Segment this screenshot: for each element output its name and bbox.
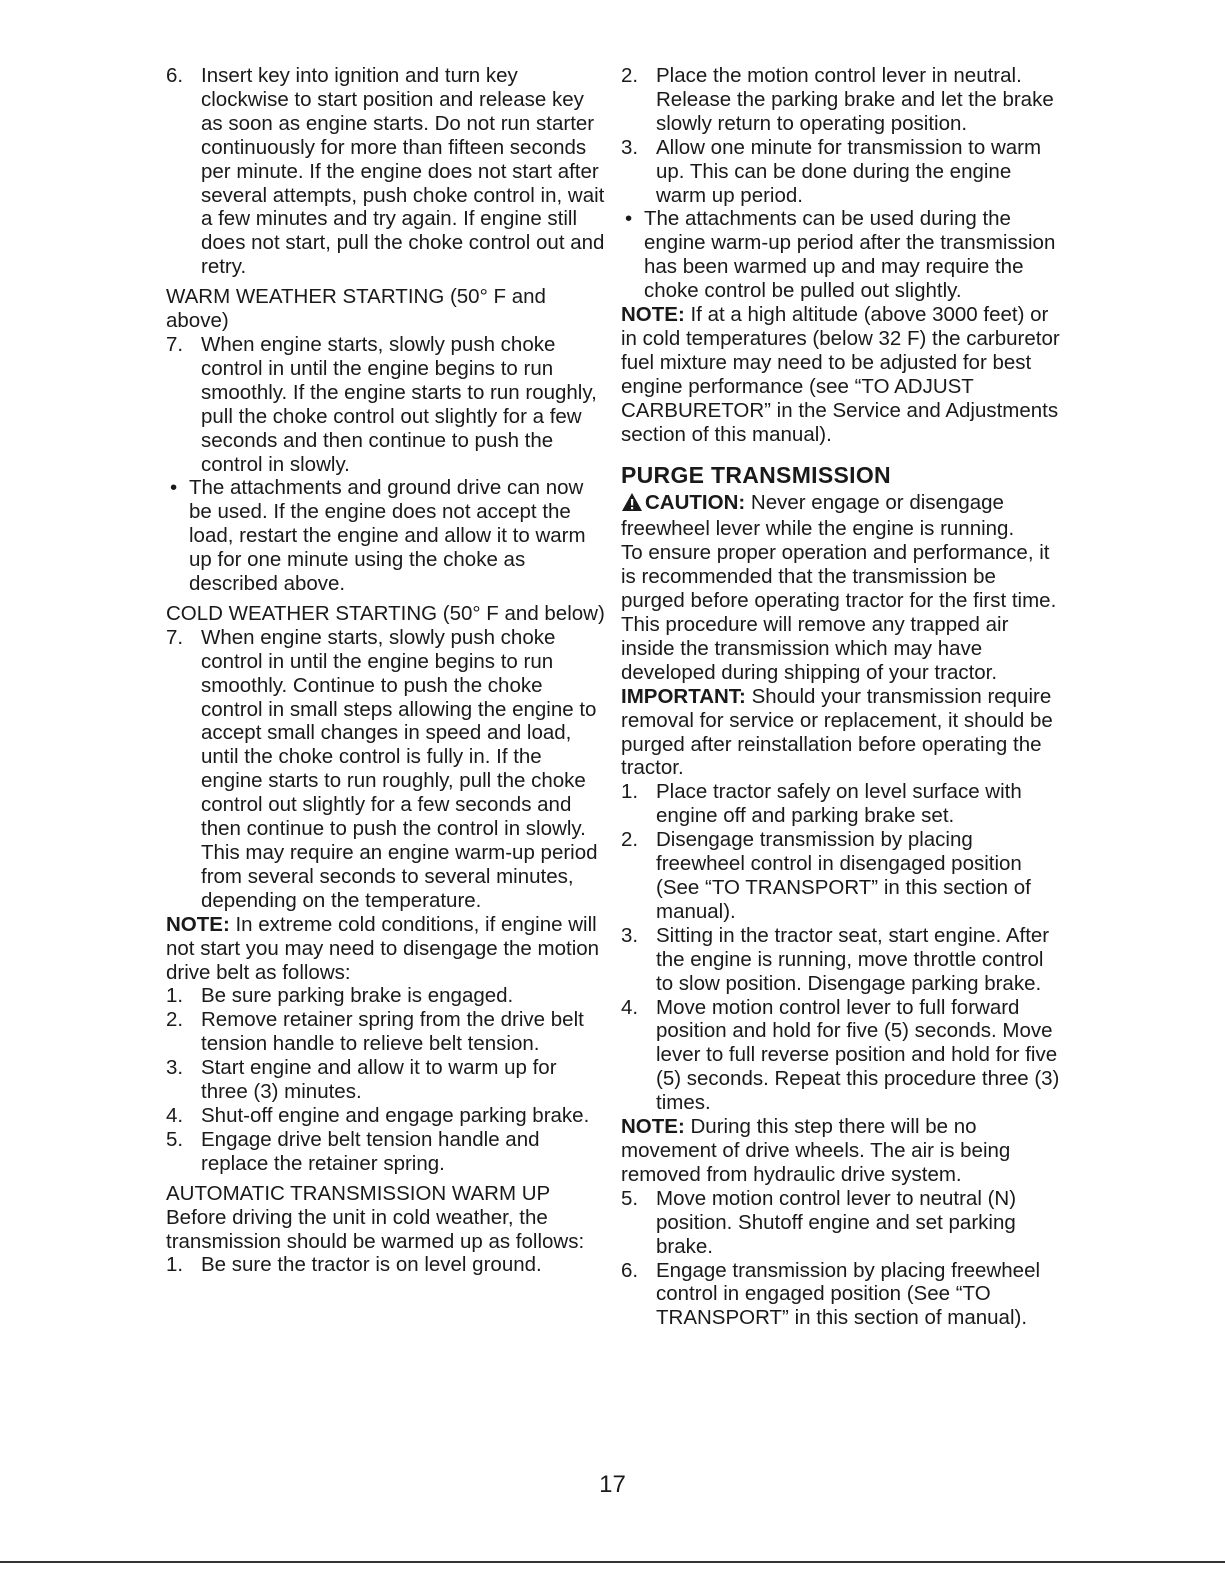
- note-text: In extreme cold conditions, if engine will not start you may need to disengage the motion drive belt as follows:: [166, 912, 600, 984]
- item-text: Sitting in the tractor seat, start engine. After the engine is running, move throttle control to slow position. Disengage parking brake.: [656, 923, 1050, 995]
- item-text: Shut-off engine and engage parking brake.: [201, 1103, 590, 1127]
- note-text: During this step there will be no movement of drive wheels. The air is being removed from hydraulic drive system.: [621, 1115, 1011, 1186]
- item-number: 4.: [621, 995, 639, 1019]
- item-number: 7.: [166, 332, 184, 356]
- important-label: IMPORTANT:: [621, 684, 746, 708]
- section-heading-purge-transmission: PURGE TRANSMISSION: [621, 461, 891, 488]
- item-text: Insert key into ignition and turn key clockwise to start position and release key as soon as engine starts. Do not run starter continuously for more than fifteen seconds per minute. If the engine does not start after several attempts, push choke control in, wait a few minutes and try again. If engine still does not start, pull the choke control out and retry.: [201, 64, 605, 279]
- caution-label: CAUTION:: [645, 490, 746, 514]
- item-number: 1.: [621, 780, 639, 804]
- caution-text: Never engage or disengage freewheel lever while the engine is running.: [621, 490, 1015, 541]
- item-number: 2.: [166, 1008, 184, 1032]
- list-item: [166, 1008, 606, 1056]
- item-number: 3.: [621, 923, 639, 947]
- note-label: NOTE:: [621, 303, 685, 327]
- item-number: 7.: [166, 625, 184, 649]
- list-item: [166, 333, 606, 476]
- warning-triangle-icon: [621, 492, 643, 518]
- item-number: 2.: [621, 64, 639, 87]
- important-text: Should your transmission require removal for service or replacement, it should be purged after reinstallation before operating the tractor.: [621, 684, 1053, 780]
- item-text: Place tractor safely on level surface with engine off and parking brake set.: [656, 780, 1022, 828]
- bullet-icon: •: [625, 207, 633, 231]
- note-text: If at a high altitude (above 3000 feet) or in cold temperatures (below 32 F) the carburetor fuel mixture may need to be adjusted for best engine performance (see “TO ADJUST CARBURETOR” in the Service and Adjustments section of this manual).: [621, 303, 1060, 446]
- item-number: 1.: [166, 1253, 184, 1277]
- list-item: [621, 924, 1061, 996]
- note-paragraph: [621, 1115, 1061, 1187]
- item-number: 6.: [166, 64, 184, 87]
- bullet-icon: •: [170, 476, 178, 500]
- item-text: Be sure parking brake is engaged.: [201, 984, 514, 1008]
- left-column: [166, 64, 606, 1277]
- note-paragraph: [166, 913, 606, 985]
- purge-intro-paragraph: To ensure proper operation and performance, it is recommended that the transmission be purged before operating tractor for the first time. This procedure will remove any trapped air inside the transmission which may have developed during shipping of your tractor.: [621, 541, 1057, 684]
- important-paragraph: [621, 685, 1061, 781]
- list-item: [166, 1253, 606, 1277]
- bullet-item: [621, 207, 1061, 303]
- item-text: Engage drive belt tension handle and replace the retainer spring.: [201, 1127, 540, 1175]
- list-item: [621, 64, 1061, 136]
- item-text: Be sure the tractor is on level ground.: [201, 1253, 542, 1277]
- bullet-text: The attachments can be used during the engine warm-up period after the transmission has been warmed up and may require the choke control be pulled out slightly.: [644, 207, 1056, 303]
- item-number: 2.: [621, 828, 639, 852]
- caution-paragraph: [621, 491, 1061, 542]
- item-number: 4.: [166, 1103, 184, 1127]
- item-text: Start engine and allow it to warm up for three (3) minutes.: [201, 1056, 557, 1104]
- list-item: [166, 1056, 606, 1104]
- item-text: Remove retainer spring from the drive belt tension handle to relieve belt tension.: [201, 1008, 584, 1056]
- item-text: Allow one minute for transmission to warm up. This can be done during the engine warm up period.: [656, 135, 1042, 207]
- section-heading-cold-weather: COLD WEATHER STARTING (50° F and below): [166, 601, 605, 625]
- item-text: Disengage transmission by placing freewheel control in disengaged position (See “TO TRANSPORT” in this section of manual).: [656, 828, 1031, 923]
- item-text: Move motion control lever to neutral (N) position. Shutoff engine and set parking brake.: [656, 1186, 1017, 1258]
- item-text: Move motion control lever to full forward position and hold for five (5) seconds. Move lever to full reverse position and hold for five (5) seconds. Repeat this procedure three (3) times.: [656, 995, 1060, 1115]
- list-item: [166, 1128, 606, 1176]
- bottom-divider: [0, 1561, 1225, 1563]
- list-item: [621, 780, 1061, 828]
- list-item: [621, 1187, 1061, 1259]
- item-number: 6.: [621, 1258, 639, 1282]
- item-text: When engine starts, slowly push choke control in until the engine begins to run smoothly. Continue to push the choke control in small steps allowing the engine to accept small changes in speed and load, until the choke control is fully in. If the engine starts to run roughly, pull the choke control out slightly for a few seconds and then continue to push the control in slowly. This may require an engine warm-up period from several seconds to several minutes, depending on the temperature.: [201, 625, 598, 912]
- auto-intro-paragraph: Before driving the unit in cold weather, the transmission should be warmed up as follows:: [166, 1205, 585, 1253]
- list-item: [166, 626, 606, 913]
- page-number: 17: [599, 1471, 626, 1498]
- item-text: Engage transmission by placing freewheel control in engaged position (See “TO TRANSPORT” in this section of manual).: [656, 1258, 1041, 1330]
- note-label: NOTE:: [166, 912, 230, 936]
- note-paragraph: [621, 303, 1061, 446]
- item-text: When engine starts, slowly push choke control in until the engine begins to run smoothly. If the engine starts to run roughly, pull the choke control out slightly for a few seconds and then continue to push the control in slowly.: [201, 332, 597, 476]
- item-number: 5.: [166, 1127, 184, 1151]
- item-number: 3.: [621, 135, 639, 159]
- bullet-text: The attachments and ground drive can now be used. If the engine does not accept the load, restart the engine and allow it to warm up for one minute using the choke as described above.: [189, 476, 586, 596]
- list-item: [621, 996, 1061, 1116]
- list-item: [621, 136, 1061, 208]
- list-item: [621, 1259, 1061, 1331]
- cold-steps-list: [166, 984, 606, 1175]
- list-item: [166, 64, 606, 279]
- item-text: Place the motion control lever in neutral. Release the parking brake and let the brake slowly return to operating position.: [656, 64, 1054, 135]
- purge-steps-list-continued: [621, 1187, 1061, 1330]
- list-item: [166, 1104, 606, 1128]
- item-number: 3.: [166, 1056, 184, 1080]
- note-label: NOTE:: [621, 1115, 685, 1139]
- list-item: [621, 828, 1061, 924]
- section-heading-warm-weather: WARM WEATHER STARTING (50° F and above): [166, 285, 546, 333]
- section-heading-automatic-transmission: AUTOMATIC TRANSMISSION WARM UP: [166, 1181, 551, 1205]
- list-item: [166, 984, 606, 1008]
- item-number: 1.: [166, 984, 184, 1008]
- item-number: 5.: [621, 1186, 639, 1210]
- right-column: [621, 64, 1061, 1330]
- bullet-item: [166, 476, 606, 596]
- purge-steps-list: [621, 780, 1061, 1115]
